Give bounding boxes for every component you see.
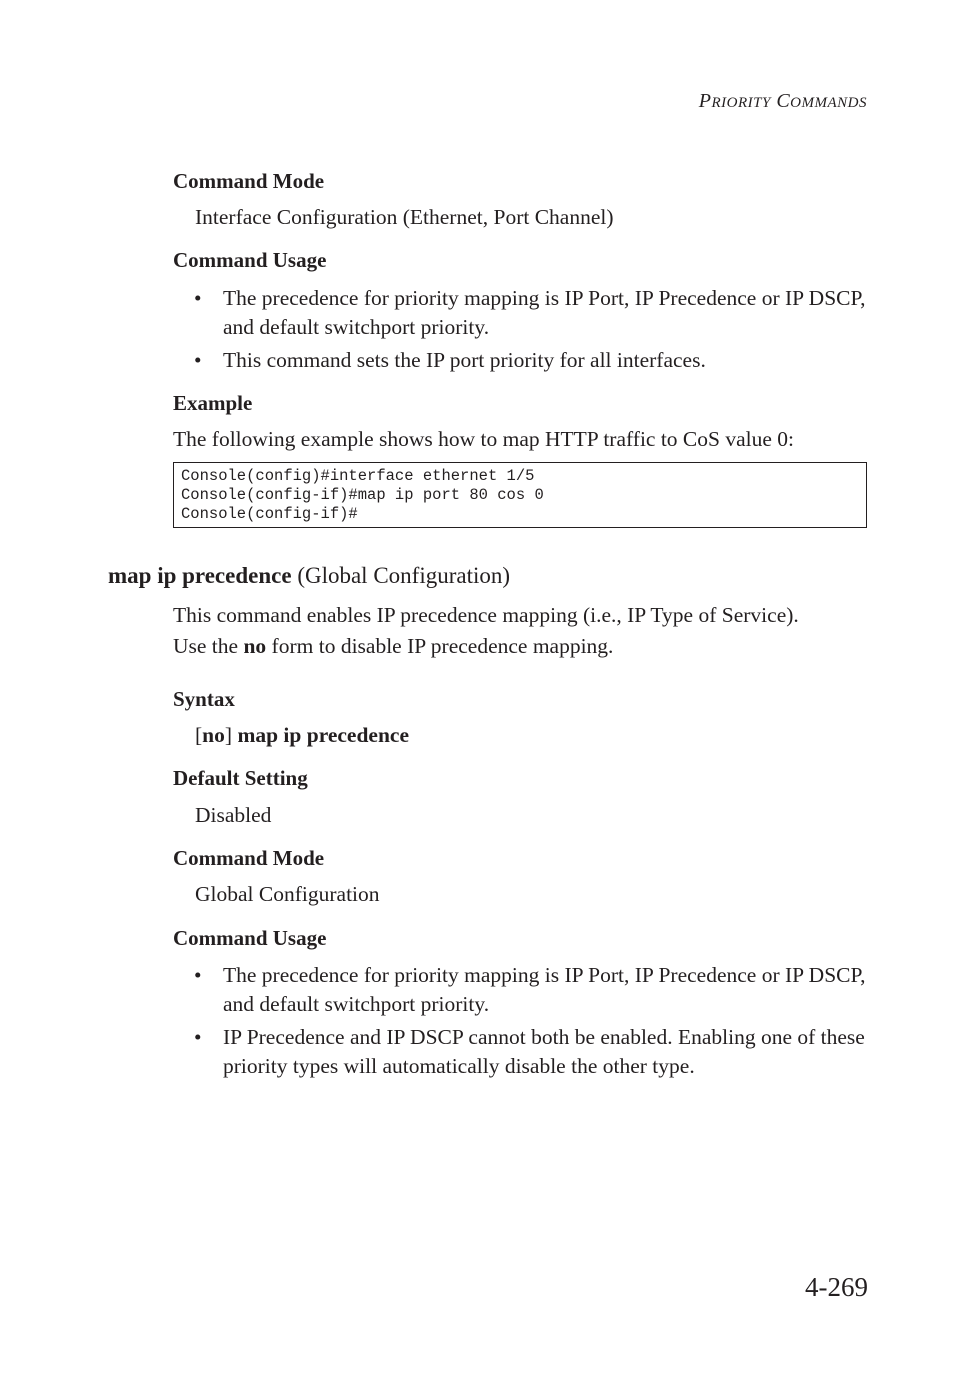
bullet-text: IP Precedence and IP DSCP cannot both be enabled. Enabling one of these priority types will automatically disable the other type. bbox=[223, 1025, 865, 1078]
command-usage-heading-2: Command Usage bbox=[173, 926, 327, 950]
running-header-cap-1: P bbox=[698, 90, 712, 112]
list-item bbox=[194, 346, 874, 375]
list-item bbox=[194, 961, 874, 1019]
default-setting-value: Disabled bbox=[195, 803, 272, 827]
code-line: Console(config)#interface ethernet 1/5 bbox=[181, 467, 535, 485]
bullet-icon: • bbox=[194, 348, 202, 372]
list-item bbox=[194, 284, 874, 342]
command-description-line1: This command enables IP precedence mapping (i.e., IP Type of Service). bbox=[173, 603, 799, 627]
running-header-small-1: RIORITY bbox=[711, 95, 771, 111]
syntax-no-keyword: no bbox=[202, 723, 225, 747]
bullet-icon: • bbox=[194, 963, 202, 987]
bullet-text: This command sets the IP port priority for all interfaces. bbox=[223, 348, 706, 372]
command-name: map ip precedence bbox=[108, 563, 292, 588]
syntax-command: map ip precedence bbox=[237, 723, 410, 747]
bullet-text: The precedence for priority mapping is IP Port, IP Precedence or IP DSCP, and default switchport priority. bbox=[223, 286, 866, 339]
syntax-heading: Syntax bbox=[173, 687, 235, 711]
code-line: Console(config-if)#map ip port 80 cos 0 bbox=[181, 486, 544, 504]
code-line: Console(config-if)# bbox=[181, 505, 358, 523]
command-usage-list-2 bbox=[194, 961, 874, 1085]
running-header-cap-2: C bbox=[776, 90, 791, 112]
bullet-text: The precedence for priority mapping is IP Port, IP Precedence or IP DSCP, and default switchport priority. bbox=[223, 963, 866, 1016]
command-usage-heading: Command Usage bbox=[173, 248, 327, 272]
command-title bbox=[108, 563, 510, 589]
description-no-keyword: no bbox=[243, 634, 267, 658]
example-heading: Example bbox=[173, 391, 253, 415]
command-description-line2 bbox=[173, 631, 613, 661]
command-mode-value-2: Global Configuration bbox=[195, 882, 380, 906]
page-number: 4-269 bbox=[805, 1272, 868, 1302]
running-header-small-2: OMMANDS bbox=[790, 95, 867, 111]
syntax-open-bracket: [ bbox=[195, 723, 203, 747]
description-prefix: Use the bbox=[173, 634, 244, 658]
command-scope: (Global Configuration) bbox=[297, 563, 511, 588]
bullet-icon: • bbox=[194, 286, 202, 310]
list-item bbox=[194, 1023, 874, 1081]
syntax-line bbox=[195, 720, 409, 750]
default-setting-heading: Default Setting bbox=[173, 766, 308, 790]
running-header bbox=[699, 90, 867, 113]
description-suffix: form to disable IP precedence mapping. bbox=[266, 634, 614, 658]
command-mode-heading-2: Command Mode bbox=[173, 846, 325, 870]
syntax-close-bracket: ] bbox=[224, 723, 238, 747]
command-usage-list bbox=[194, 284, 874, 379]
example-intro: The following example shows how to map HTTP traffic to CoS value 0: bbox=[173, 427, 795, 451]
command-mode-value: Interface Configuration (Ethernet, Port Channel) bbox=[195, 205, 614, 229]
bullet-icon: • bbox=[194, 1025, 202, 1049]
command-mode-heading: Command Mode bbox=[173, 169, 325, 193]
code-example bbox=[173, 462, 867, 528]
